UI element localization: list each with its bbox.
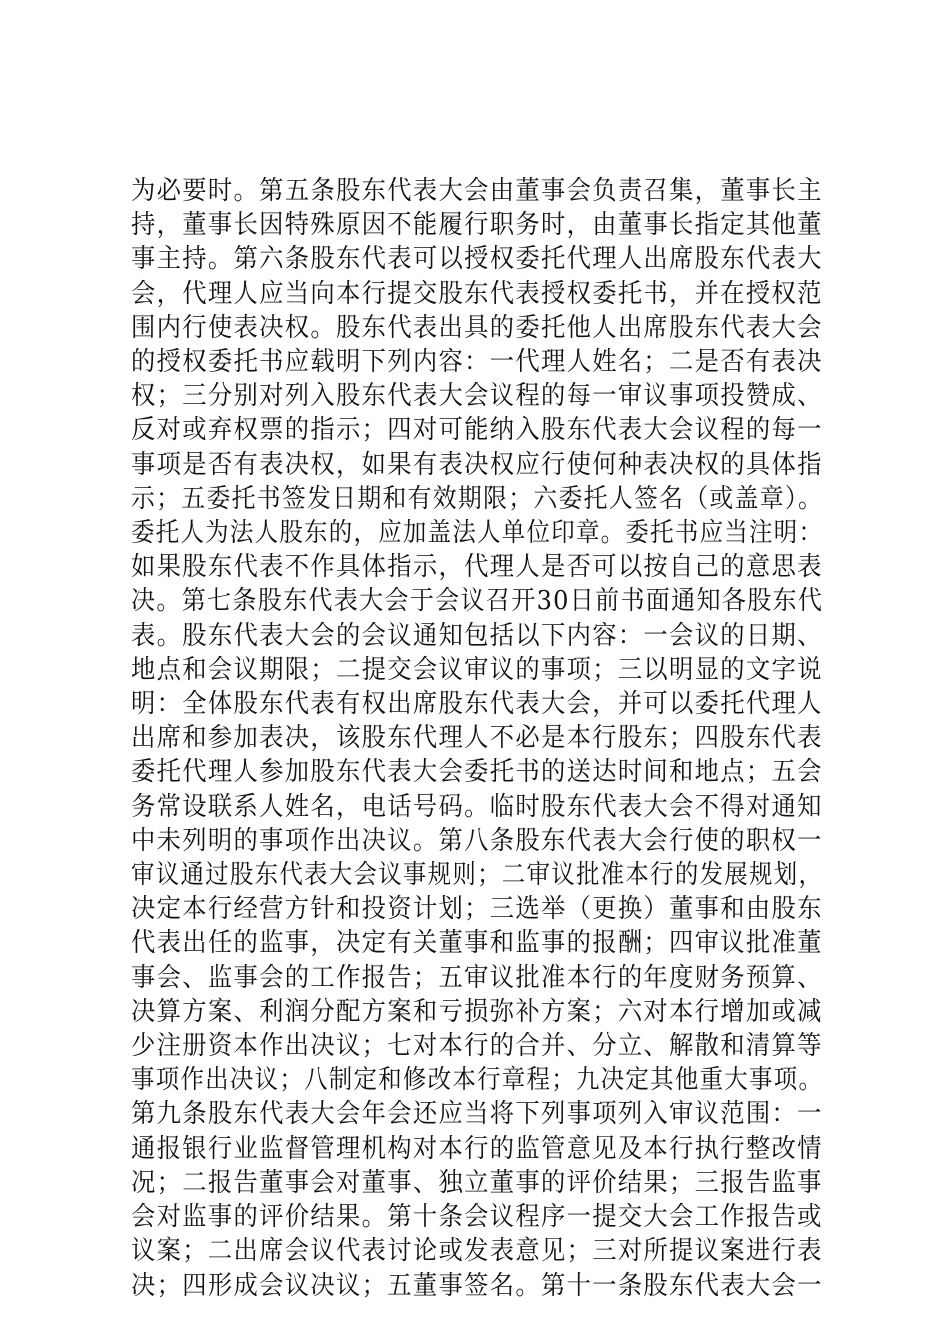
text-line: 通报银行业监督管理机构对本行的监管意见及本行执行整改情 — [131, 1133, 823, 1164]
text-line: 中未列明的事项作出决议。第八条股东代表大会行使的职权一 — [131, 825, 823, 856]
text-line: 决。第七条股东代表大会于会议召开30日前书面通知各股东代 — [131, 586, 824, 617]
text-line: 的授权委托书应载明下列内容：一代理人姓名；二是否有表决 — [131, 347, 823, 378]
text-line: 决；四形成会议决议；五董事签名。第十一条股东代表大会一 — [131, 1270, 823, 1301]
text-line: 如果股东代表不作具体指示，代理人是否可以按自己的意思表 — [131, 552, 823, 583]
text-line: 委托人为法人股东的，应加盖法人单位印章。委托书应当注明： — [131, 518, 824, 549]
body-text — [131, 174, 823, 1303]
text-line: 务常设联系人姓名，电话号码。临时股东代表大会不得对通知 — [131, 791, 823, 822]
text-line: 第九条股东代表大会年会还应当将下列事项列入审议范围：一 — [131, 1099, 823, 1130]
text-line: 审议通过股东代表大会议事规则；二审议批准本行的发展规划， — [131, 860, 824, 891]
text-line: 决定本行经营方针和投资计划；三选举（更换）董事和由股东 — [131, 894, 823, 925]
text-line: 决算方案、利润分配方案和亏损弥补方案；六对本行增加或减 — [131, 996, 823, 1027]
text-line: 事项是否有表决权，如果有表决权应行使何种表决权的具体指 — [131, 449, 823, 480]
text-line: 示；五委托书签发日期和有效期限；六委托人签名（或盖章）。 — [131, 483, 824, 514]
text-line: 地点和会议期限；二提交会议审议的事项；三以明显的文字说 — [131, 654, 823, 685]
text-line: 委托代理人参加股东代表大会委托书的送达时间和地点；五会 — [131, 757, 823, 788]
text-line: 议案；二出席会议代表讨论或发表意见；三对所提议案进行表 — [131, 1236, 823, 1267]
text-line: 表。股东代表大会的会议通知包括以下内容：一会议的日期、 — [131, 620, 823, 651]
text-line: 事会、监事会的工作报告；五审议批准本行的年度财务预算、 — [131, 962, 823, 993]
text-line: 出席和参加表决，该股东代理人不必是本行股东；四股东代表 — [131, 723, 823, 754]
text-line: 会，代理人应当向本行提交股东代表授权委托书，并在授权范 — [131, 278, 823, 309]
text-line: 事主持。第六条股东代表可以授权委托代理人出席股东代表大 — [131, 244, 823, 275]
text-line: 代表出任的监事，决定有关董事和监事的报酬；四审议批准董 — [131, 928, 823, 959]
text-line: 持，董事长因特殊原因不能履行职务时，由董事长指定其他董 — [131, 210, 823, 241]
text-line: 事项作出决议；八制定和修改本行章程；九决定其他重大事项。 — [131, 1065, 824, 1096]
text-line: 少注册资本作出决议；七对本行的合并、分立、解散和清算等 — [131, 1031, 823, 1062]
text-line: 围内行使表决权。股东代表出具的委托他人出席股东代表大会 — [131, 312, 823, 343]
text-line: 明：全体股东代表有权出席股东代表大会，并可以委托代理人 — [131, 689, 823, 720]
text-line: 会对监事的评价结果。第十条会议程序一提交大会工作报告或 — [131, 1202, 823, 1233]
text-line: 权；三分别对列入股东代表大会议程的每一审议事项投赞成、 — [131, 381, 823, 412]
text-line: 反对或弃权票的指示；四对可能纳入股东代表大会议程的每一 — [131, 415, 823, 446]
text-line: 为必要时。第五条股东代表大会由董事会负责召集，董事长主 — [131, 176, 823, 206]
text-line: 况；二报告董事会对董事、独立董事的评价结果；三报告监事 — [131, 1167, 823, 1198]
